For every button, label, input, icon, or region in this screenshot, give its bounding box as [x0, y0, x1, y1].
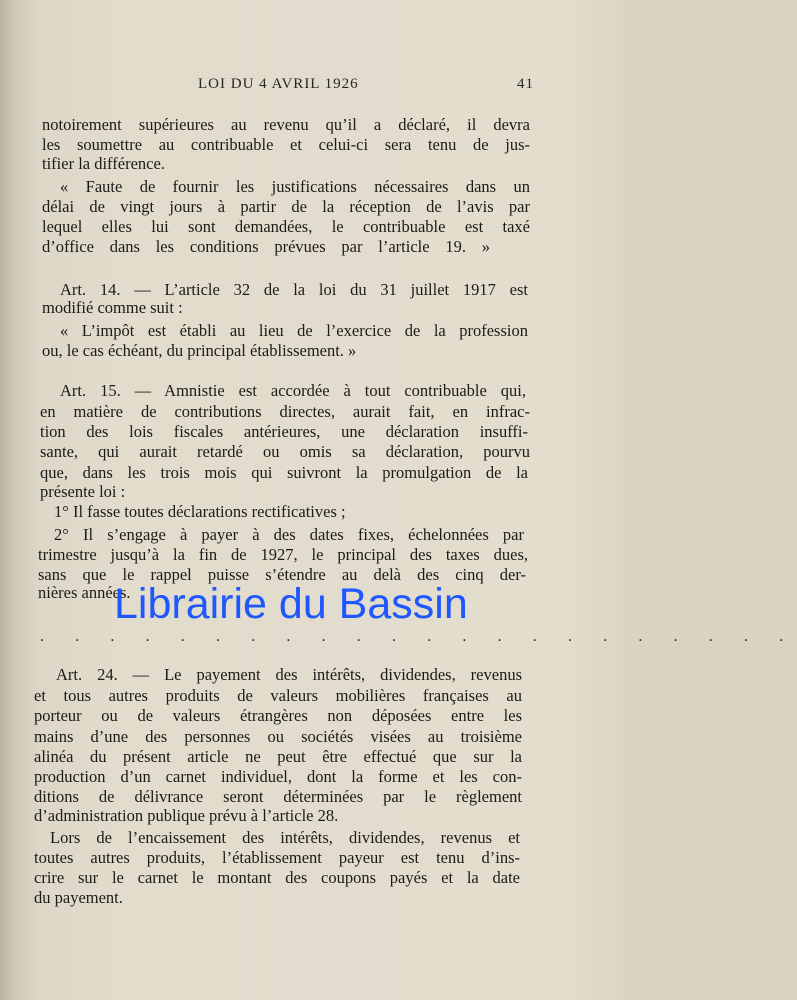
text-line: toutes autres produits, l’établissement payeur est tenu d’ins- — [34, 848, 520, 867]
text-line: Lors de l’encaissement des intérêts, dividendes, revenus et — [50, 828, 520, 847]
text-line: et tous autres produits de valeurs mobilières françaises au — [34, 686, 522, 705]
text-line: que, dans les trois mois qui suivront la promulgation de la — [40, 463, 528, 482]
article-24-heading: Art. 24. — Le payement des intérêts, dividendes, revenus — [56, 665, 522, 684]
text-line: en matière de contributions directes, aurait fait, en infrac- — [40, 402, 530, 421]
text-line: du payement. — [34, 888, 123, 907]
text-line: présente loi : — [40, 482, 126, 501]
article-14-heading: Art. 14. — L’article 32 de la loi du 31 juillet 1917 est — [60, 280, 528, 299]
text-line: ou, le cas échéant, du principal établissement. » — [42, 341, 357, 360]
text-line: « Faute de fournir les justifications nécessaires dans un — [60, 177, 530, 196]
running-title: LOI DU 4 AVRIL 1926 — [198, 76, 359, 92]
text-line: délai de vingt jours à partir de la réception de l’avis par — [42, 197, 530, 216]
page-number: 41 — [517, 76, 534, 92]
text-line: porteur ou de valeurs étrangères non déposées entre les — [34, 706, 522, 725]
text-line: trimestre jusqu’à la fin de 1927, le principal des taxes dues, — [38, 545, 528, 564]
text-line: production d’un carnet individuel, dont la forme et les con- — [34, 767, 522, 786]
text-line: notoirement supérieures au revenu qu’il a déclaré, il devra — [42, 115, 530, 134]
text-line: les soumettre au contribuable et celui-ci sera tenu de jus- — [42, 135, 530, 154]
text-line: tifier la différence. — [42, 154, 165, 173]
list-item-2: 2° Il s’engage à payer à des dates fixes, échelonnées par — [54, 525, 524, 544]
text-line: sante, qui aurait retardé ou omis sa déclaration, pourvu — [40, 442, 530, 461]
text-line: lequel elles lui sont demandées, le contribuable est taxé — [42, 217, 530, 236]
text-line: sans que le rappel puisse s’étendre au delà des cinq der- — [38, 565, 526, 584]
text-line: d’office dans les conditions prévues par l’article 19. » — [42, 237, 490, 256]
text-line: nières années. — [38, 583, 131, 602]
article-15-heading: Art. 15. — Amnistie est accordée à tout contribuable qui, — [60, 381, 526, 400]
watermark-text: Librairie du Bassin — [114, 580, 468, 628]
text-line: mains d’une des personnes ou sociétés visées au troisième — [34, 727, 522, 746]
text-line: alinéa du présent article ne peut être effectué que sur la — [34, 747, 522, 766]
text-line: ditions de délivrance seront déterminées par le règlement — [34, 787, 522, 806]
text-line: tion des lois fiscales antérieures, une déclaration insuffi- — [40, 422, 528, 441]
ellipsis-row: . . . . . . . . . . . . . . . . . . . . . . — [40, 628, 797, 645]
text-line: crire sur le carnet le montant des coupons payés et la date — [34, 868, 520, 887]
text-line: modifié comme suit : — [42, 298, 183, 317]
list-item-1: 1° Il fasse toutes déclarations rectificatives ; — [54, 502, 346, 521]
text-line: d’administration publique prévu à l’article 28. — [34, 806, 339, 825]
text-line: « L’impôt est établi au lieu de l’exercice de la profession — [60, 321, 528, 340]
